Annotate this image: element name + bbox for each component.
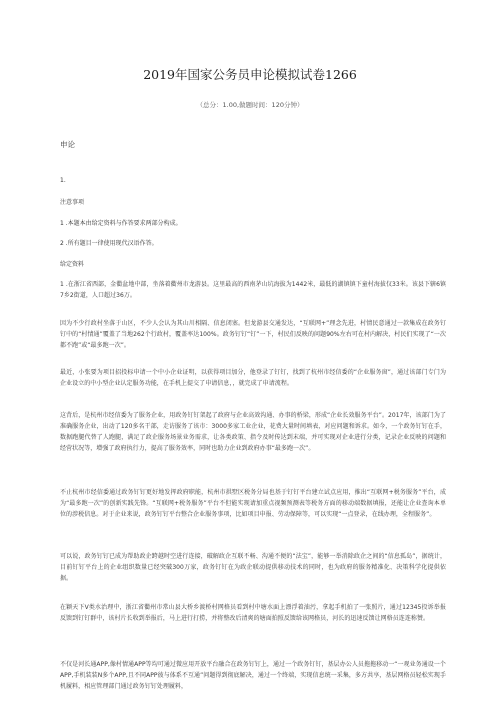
materials-heading: 给定资料 [60, 261, 85, 268]
paragraph-3: 最近，小张要为项目招投标申请一个中小企业证明，以获得项目加分，他登录了钉钉，找到了杭州市经信委的“企业服务窗”，通过该部门专门为企业设立的中小型企业认定服务功能，在手机上提交了申请信息，，就完成了申请流程。 [60, 369, 446, 387]
question-number: 1. [60, 177, 66, 184]
paragraph-2: 因为不少行政村坐落于山区，不少人会认为其山川相隔、信息闭塞。但龙游县交通发达，“互联网+”理念先进，村情民意通过一款集成在政务钉钉中的“村情通”覆盖了当地262个行政村，覆盖率达100%。政务钉钉“钉”一下，村民们反映的问题90%左右可在村内解决，村民们实现了“一次都不跑”或“最多跑一次”。 [60, 320, 446, 349]
paragraph-6: 可以说，政务钉钉已成为帮助政企跨越时空进行连接，破解政企互联不畅、沟通不便的“法宝”，能够一举消除政企之间的“信息孤岛”，据统计，目前钉钉平台上的企业组织数量已经突破300万家，政务钉钉在为政企联动提供移动技术的同时，也为政府的服务精准化、决策科学化提供依据。 [60, 553, 446, 582]
note-item-1: 1 .本题本由给定资料与作答要求两部分构成。 [60, 220, 182, 227]
paragraph-7: 在颖天下V类水治理中，浙江省衢州市常山县大桥乡渡桥村网格员看到村中塘水面上漂浮着油污，拿起手机拍了一张照片，通过12345投诉举报反馈到钉钉群中，该村片长收到举报后，马上进行打捞，并将整改后清爽的塘面拍照反馈给该网格员，河长的迅速反馈让网格员连连称赞。 [60, 604, 446, 622]
doc-title: 2019年国家公务员申论模拟试卷1266 [143, 67, 357, 82]
paragraph-5: 不止杭州市经信委通过政务钉钉更好地发挥政府职能，杭州市拱墅区税务分局也基于钉钉平台建立试点应用，推出“互联网+税务服务”平台，成为“最多跑一次”的创新实践先锋。“互联网+税务服务”平台不但能实现请加重点视频预测表等税务方面的移动端数据填报，还能让企业查询本单位的涉税信息。对于企业来说，政务钉钉平台整合企业服务事项，比如项目申报、劳动保障等，可以实现“一点登录，在线办理，全程服务”。 [60, 489, 446, 518]
note-item-2: 2 .所有题目一律使用现代汉语作答。 [60, 240, 158, 247]
notes-heading: 注意事项 [60, 199, 85, 206]
paragraph-4: 这背后，是杭州市经信委为了服务企业，用政务钉钉架起了政府与企业高效沟通、办事的桥梁，形成“企业长效服务平台”。2017年，该部门为了准确服务企业，出动了120多名干部，走访服务了该市：3000多家工业企业，花费大量时间填表，对应问题和诉求。如今，一个政务钉钉在手，数据跑腿代替了人跑腿，满足了政企服务场景业务需求，让各类政策、指令及时传达到末端，并可实现对企业进行分类，记录企业反映的问题和经营状况等，增强了政府执行力，提高了服务效率，同时也助力企业到政府办事“最多跑一次”。 [60, 412, 446, 452]
paragraph-8: 不仅是河长通APP,像村情通APP等均可通过微应用开放平台融合在政务钉钉上，通过一个政务钉钉，基层办公人员拖拖移动一“一观业务通设一个APP,手机装装N多个APP,且不同APP彼与体系不互通”问题得到彻底解决，通过一个终端，实现信息统一采集，多方共享，基层网格员轻松实现手机履料，相应管理部门通过政务钉钉处理履料， [60, 661, 446, 690]
paragraph-1: 1 .在浙江省西部，金衢盆地中部，坐落着衢州市龙游县。这里最高的西南茅山坑海拔为1442米，最低的湖镇镇下童村海拔仅33米。该县下辖6镇7乡2街道，人口超过36万。 [60, 281, 446, 299]
section-heading: 申论 [60, 140, 75, 149]
doc-meta: （总分：1.00,做题时间：120分钟） [196, 101, 304, 109]
